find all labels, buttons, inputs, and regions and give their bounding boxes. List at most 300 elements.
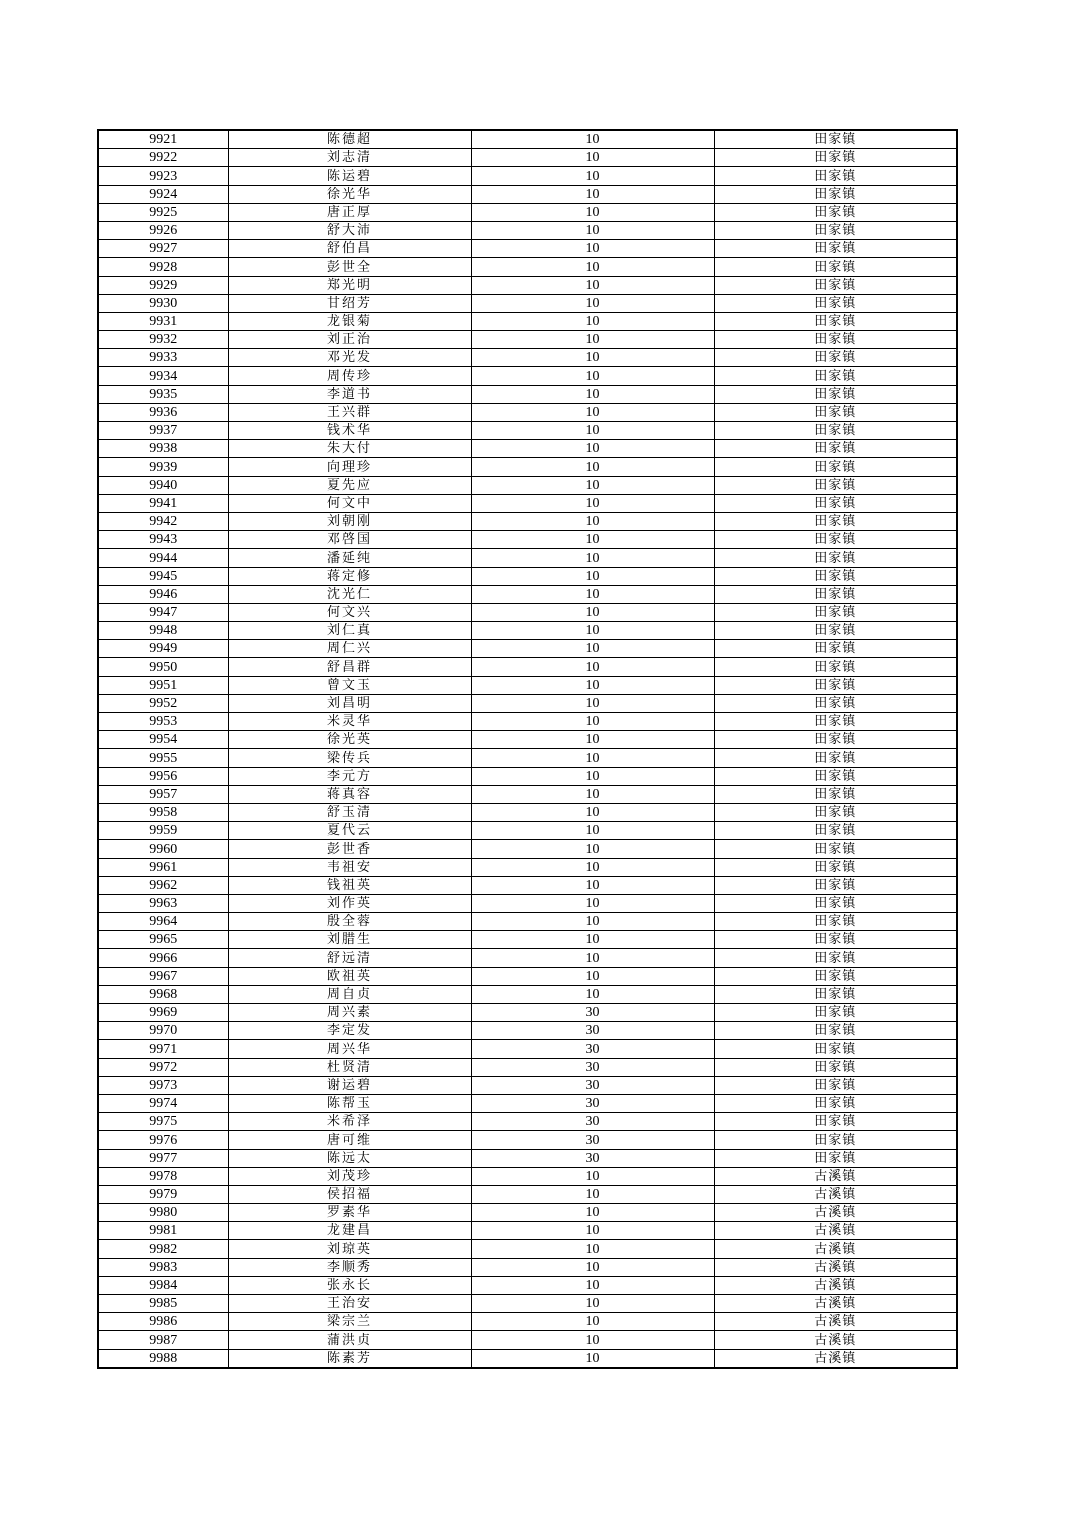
amount-cell: 10 <box>471 403 714 421</box>
table-row <box>98 1313 957 1331</box>
name-cell: 刘昌明 <box>228 694 471 712</box>
name-cell: 彭世香 <box>228 840 471 858</box>
name-cell: 龙建昌 <box>228 1222 471 1240</box>
table-row <box>98 1131 957 1149</box>
town-cell: 田家镇 <box>714 876 957 894</box>
row-number-cell: 9941 <box>98 494 228 512</box>
amount-cell: 10 <box>471 1204 714 1222</box>
amount-cell: 10 <box>471 985 714 1003</box>
amount-cell: 30 <box>471 1058 714 1076</box>
row-number-cell: 9925 <box>98 203 228 221</box>
name-cell: 郑光明 <box>228 276 471 294</box>
amount-cell: 10 <box>471 1331 714 1349</box>
name-cell: 夏先应 <box>228 476 471 494</box>
table-row <box>98 767 957 785</box>
town-cell: 田家镇 <box>714 130 957 149</box>
row-number-cell: 9946 <box>98 585 228 603</box>
town-cell: 田家镇 <box>714 1131 957 1149</box>
row-number-cell: 9978 <box>98 1167 228 1185</box>
row-number-cell: 9974 <box>98 1094 228 1112</box>
town-cell: 田家镇 <box>714 440 957 458</box>
table-row <box>98 1149 957 1167</box>
row-number-cell: 9929 <box>98 276 228 294</box>
town-cell: 古溪镇 <box>714 1313 957 1331</box>
table-row <box>98 676 957 694</box>
table-row <box>98 1295 957 1313</box>
name-cell: 周兴素 <box>228 1004 471 1022</box>
row-number-cell: 9923 <box>98 167 228 185</box>
table-row <box>98 567 957 585</box>
row-number-cell: 9936 <box>98 403 228 421</box>
name-cell: 梁宗兰 <box>228 1313 471 1331</box>
amount-cell: 10 <box>471 1258 714 1276</box>
town-cell: 古溪镇 <box>714 1331 957 1349</box>
name-cell: 陈远太 <box>228 1149 471 1167</box>
table-row <box>98 858 957 876</box>
table-row <box>98 1258 957 1276</box>
amount-cell: 10 <box>471 913 714 931</box>
name-cell: 朱大付 <box>228 440 471 458</box>
amount-cell: 10 <box>471 549 714 567</box>
amount-cell: 10 <box>471 331 714 349</box>
name-cell: 邓啓国 <box>228 531 471 549</box>
town-cell: 田家镇 <box>714 585 957 603</box>
town-cell: 田家镇 <box>714 458 957 476</box>
name-cell: 李元方 <box>228 767 471 785</box>
amount-cell: 10 <box>471 185 714 203</box>
amount-cell: 10 <box>471 1349 714 1368</box>
town-cell: 古溪镇 <box>714 1204 957 1222</box>
amount-cell: 10 <box>471 440 714 458</box>
amount-cell: 10 <box>471 894 714 912</box>
name-cell: 徐光华 <box>228 185 471 203</box>
town-cell: 田家镇 <box>714 858 957 876</box>
table-row <box>98 1276 957 1294</box>
name-cell: 曾文玉 <box>228 676 471 694</box>
amount-cell: 10 <box>471 967 714 985</box>
name-cell: 周仁兴 <box>228 640 471 658</box>
name-cell: 向理珍 <box>228 458 471 476</box>
town-cell: 田家镇 <box>714 785 957 803</box>
name-cell: 唐正厚 <box>228 203 471 221</box>
table-row <box>98 1113 957 1131</box>
amount-cell: 10 <box>471 512 714 530</box>
row-number-cell: 9943 <box>98 531 228 549</box>
row-number-cell: 9977 <box>98 1149 228 1167</box>
town-cell: 田家镇 <box>714 694 957 712</box>
row-number-cell: 9968 <box>98 985 228 1003</box>
row-number-cell: 9953 <box>98 713 228 731</box>
amount-cell: 10 <box>471 567 714 585</box>
table-row <box>98 1004 957 1022</box>
amount-cell: 10 <box>471 258 714 276</box>
table-row <box>98 1040 957 1058</box>
name-cell: 王兴群 <box>228 403 471 421</box>
amount-cell: 10 <box>471 130 714 149</box>
town-cell: 田家镇 <box>714 894 957 912</box>
row-number-cell: 9966 <box>98 949 228 967</box>
amount-cell: 10 <box>471 494 714 512</box>
row-number-cell: 9970 <box>98 1022 228 1040</box>
amount-cell: 10 <box>471 294 714 312</box>
name-cell: 周传珍 <box>228 367 471 385</box>
amount-cell: 10 <box>471 949 714 967</box>
table-row <box>98 221 957 239</box>
amount-cell: 10 <box>471 803 714 821</box>
amount-cell: 10 <box>471 149 714 167</box>
town-cell: 古溪镇 <box>714 1276 957 1294</box>
town-cell: 田家镇 <box>714 749 957 767</box>
table-row <box>98 1167 957 1185</box>
name-cell: 何文兴 <box>228 603 471 621</box>
amount-cell: 30 <box>471 1094 714 1112</box>
table-row <box>98 549 957 567</box>
row-number-cell: 9984 <box>98 1276 228 1294</box>
table-row <box>98 203 957 221</box>
town-cell: 田家镇 <box>714 1094 957 1112</box>
table-row <box>98 240 957 258</box>
table-row <box>98 913 957 931</box>
table-row <box>98 985 957 1003</box>
name-cell: 张永长 <box>228 1276 471 1294</box>
name-cell: 谢运碧 <box>228 1076 471 1094</box>
amount-cell: 10 <box>471 349 714 367</box>
town-cell: 田家镇 <box>714 185 957 203</box>
amount-cell: 10 <box>471 749 714 767</box>
amount-cell: 10 <box>471 694 714 712</box>
table-row <box>98 130 957 149</box>
row-number-cell: 9983 <box>98 1258 228 1276</box>
name-cell: 夏代云 <box>228 822 471 840</box>
row-number-cell: 9947 <box>98 603 228 621</box>
name-cell: 殷全蓉 <box>228 913 471 931</box>
table-row <box>98 403 957 421</box>
name-cell: 陈运碧 <box>228 167 471 185</box>
name-cell: 米灵华 <box>228 713 471 731</box>
name-cell: 刘仁真 <box>228 622 471 640</box>
name-cell: 钱术华 <box>228 422 471 440</box>
table-row <box>98 1222 957 1240</box>
table-row <box>98 1094 957 1112</box>
row-number-cell: 9959 <box>98 822 228 840</box>
name-cell: 周自贞 <box>228 985 471 1003</box>
name-cell: 李顺秀 <box>228 1258 471 1276</box>
town-cell: 田家镇 <box>714 494 957 512</box>
town-cell: 田家镇 <box>714 349 957 367</box>
town-cell: 田家镇 <box>714 949 957 967</box>
name-cell: 潘延纯 <box>228 549 471 567</box>
amount-cell: 10 <box>471 385 714 403</box>
table-row <box>98 512 957 530</box>
town-cell: 田家镇 <box>714 149 957 167</box>
name-cell: 舒玉清 <box>228 803 471 821</box>
town-cell: 田家镇 <box>714 221 957 239</box>
amount-cell: 10 <box>471 840 714 858</box>
row-number-cell: 9931 <box>98 312 228 330</box>
row-number-cell: 9927 <box>98 240 228 258</box>
row-number-cell: 9940 <box>98 476 228 494</box>
amount-cell: 10 <box>471 1295 714 1313</box>
amount-cell: 10 <box>471 585 714 603</box>
row-number-cell: 9962 <box>98 876 228 894</box>
town-cell: 田家镇 <box>714 1004 957 1022</box>
name-cell: 刘志清 <box>228 149 471 167</box>
row-number-cell: 9979 <box>98 1185 228 1203</box>
row-number-cell: 9967 <box>98 967 228 985</box>
row-number-cell: 9951 <box>98 676 228 694</box>
town-cell: 田家镇 <box>714 1040 957 1058</box>
name-cell: 李道书 <box>228 385 471 403</box>
name-cell: 欧祖英 <box>228 967 471 985</box>
amount-cell: 10 <box>471 622 714 640</box>
row-number-cell: 9939 <box>98 458 228 476</box>
row-number-cell: 9976 <box>98 1131 228 1149</box>
table-row <box>98 1076 957 1094</box>
table-row <box>98 494 957 512</box>
table-row <box>98 876 957 894</box>
town-cell: 田家镇 <box>714 312 957 330</box>
table-row <box>98 585 957 603</box>
amount-cell: 30 <box>471 1040 714 1058</box>
row-number-cell: 9952 <box>98 694 228 712</box>
table-row <box>98 894 957 912</box>
town-cell: 古溪镇 <box>714 1167 957 1185</box>
name-cell: 甘绍芳 <box>228 294 471 312</box>
row-number-cell: 9934 <box>98 367 228 385</box>
town-cell: 田家镇 <box>714 276 957 294</box>
name-cell: 徐光英 <box>228 731 471 749</box>
amount-cell: 10 <box>471 713 714 731</box>
row-number-cell: 9971 <box>98 1040 228 1058</box>
name-cell: 舒伯昌 <box>228 240 471 258</box>
town-cell: 田家镇 <box>714 713 957 731</box>
amount-cell: 30 <box>471 1004 714 1022</box>
amount-cell: 10 <box>471 785 714 803</box>
name-cell: 彭世全 <box>228 258 471 276</box>
row-number-cell: 9926 <box>98 221 228 239</box>
town-cell: 田家镇 <box>714 731 957 749</box>
table-body <box>98 130 957 1368</box>
table-row <box>98 785 957 803</box>
amount-cell: 10 <box>471 221 714 239</box>
table-row <box>98 803 957 821</box>
town-cell: 田家镇 <box>714 331 957 349</box>
table-row <box>98 294 957 312</box>
town-cell: 田家镇 <box>714 385 957 403</box>
row-number-cell: 9958 <box>98 803 228 821</box>
name-cell: 杜贤清 <box>228 1058 471 1076</box>
town-cell: 田家镇 <box>714 567 957 585</box>
name-cell: 邓光发 <box>228 349 471 367</box>
town-cell: 田家镇 <box>714 1058 957 1076</box>
amount-cell: 30 <box>471 1113 714 1131</box>
name-cell: 蒋定修 <box>228 567 471 585</box>
row-number-cell: 9986 <box>98 1313 228 1331</box>
name-cell: 韦祖安 <box>228 858 471 876</box>
row-number-cell: 9950 <box>98 658 228 676</box>
amount-cell: 10 <box>471 1240 714 1258</box>
table-row <box>98 822 957 840</box>
town-cell: 田家镇 <box>714 603 957 621</box>
amount-cell: 10 <box>471 167 714 185</box>
name-cell: 陈德超 <box>228 130 471 149</box>
name-cell: 何文中 <box>228 494 471 512</box>
table-row <box>98 1022 957 1040</box>
amount-cell: 10 <box>471 640 714 658</box>
row-number-cell: 9938 <box>98 440 228 458</box>
amount-cell: 10 <box>471 603 714 621</box>
town-cell: 田家镇 <box>714 640 957 658</box>
table-row <box>98 967 957 985</box>
town-cell: 田家镇 <box>714 803 957 821</box>
table-row <box>98 1331 957 1349</box>
amount-cell: 10 <box>471 658 714 676</box>
town-cell: 田家镇 <box>714 1113 957 1131</box>
row-number-cell: 9960 <box>98 840 228 858</box>
amount-cell: 10 <box>471 931 714 949</box>
town-cell: 田家镇 <box>714 403 957 421</box>
town-cell: 田家镇 <box>714 422 957 440</box>
town-cell: 古溪镇 <box>714 1222 957 1240</box>
name-cell: 刘琼英 <box>228 1240 471 1258</box>
row-number-cell: 9980 <box>98 1204 228 1222</box>
table-row <box>98 622 957 640</box>
row-number-cell: 9973 <box>98 1076 228 1094</box>
row-number-cell: 9981 <box>98 1222 228 1240</box>
table-row <box>98 949 957 967</box>
amount-cell: 30 <box>471 1131 714 1149</box>
row-number-cell: 9949 <box>98 640 228 658</box>
table-row <box>98 1349 957 1368</box>
name-cell: 侯招福 <box>228 1185 471 1203</box>
town-cell: 田家镇 <box>714 676 957 694</box>
amount-cell: 10 <box>471 1185 714 1203</box>
row-number-cell: 9957 <box>98 785 228 803</box>
row-number-cell: 9922 <box>98 149 228 167</box>
row-number-cell: 9948 <box>98 622 228 640</box>
amount-cell: 10 <box>471 731 714 749</box>
data-table <box>97 129 958 1369</box>
name-cell: 刘作英 <box>228 894 471 912</box>
row-number-cell: 9988 <box>98 1349 228 1368</box>
amount-cell: 10 <box>471 312 714 330</box>
amount-cell: 10 <box>471 203 714 221</box>
row-number-cell: 9963 <box>98 894 228 912</box>
name-cell: 米希泽 <box>228 1113 471 1131</box>
table-row <box>98 476 957 494</box>
town-cell: 田家镇 <box>714 1076 957 1094</box>
town-cell: 田家镇 <box>714 167 957 185</box>
table-row <box>98 385 957 403</box>
table-row <box>98 640 957 658</box>
name-cell: 梁传兵 <box>228 749 471 767</box>
row-number-cell: 9924 <box>98 185 228 203</box>
town-cell: 田家镇 <box>714 1022 957 1040</box>
town-cell: 古溪镇 <box>714 1240 957 1258</box>
row-number-cell: 9942 <box>98 512 228 530</box>
town-cell: 古溪镇 <box>714 1185 957 1203</box>
town-cell: 田家镇 <box>714 913 957 931</box>
table-row <box>98 367 957 385</box>
row-number-cell: 9937 <box>98 422 228 440</box>
amount-cell: 30 <box>471 1022 714 1040</box>
name-cell: 陈素芳 <box>228 1349 471 1368</box>
amount-cell: 10 <box>471 476 714 494</box>
amount-cell: 10 <box>471 1276 714 1294</box>
amount-cell: 30 <box>471 1076 714 1094</box>
name-cell: 罗素华 <box>228 1204 471 1222</box>
amount-cell: 10 <box>471 822 714 840</box>
amount-cell: 10 <box>471 676 714 694</box>
name-cell: 刘腊生 <box>228 931 471 949</box>
name-cell: 刘正治 <box>228 331 471 349</box>
town-cell: 田家镇 <box>714 203 957 221</box>
table-row <box>98 731 957 749</box>
name-cell: 舒远清 <box>228 949 471 967</box>
name-cell: 陈帮玉 <box>228 1094 471 1112</box>
town-cell: 田家镇 <box>714 367 957 385</box>
row-number-cell: 9933 <box>98 349 228 367</box>
table-row <box>98 749 957 767</box>
row-number-cell: 9982 <box>98 1240 228 1258</box>
name-cell: 舒大沛 <box>228 221 471 239</box>
name-cell: 刘朝刚 <box>228 512 471 530</box>
amount-cell: 10 <box>471 876 714 894</box>
table-row <box>98 1185 957 1203</box>
table-row <box>98 1240 957 1258</box>
town-cell: 田家镇 <box>714 1149 957 1167</box>
row-number-cell: 9965 <box>98 931 228 949</box>
row-number-cell: 9956 <box>98 767 228 785</box>
name-cell: 舒昌群 <box>228 658 471 676</box>
amount-cell: 10 <box>471 458 714 476</box>
amount-cell: 10 <box>471 1167 714 1185</box>
table-row <box>98 440 957 458</box>
town-cell: 田家镇 <box>714 822 957 840</box>
name-cell: 沈光仁 <box>228 585 471 603</box>
table-row <box>98 1204 957 1222</box>
row-number-cell: 9921 <box>98 130 228 149</box>
table-row <box>98 531 957 549</box>
table-row <box>98 331 957 349</box>
town-cell: 古溪镇 <box>714 1349 957 1368</box>
town-cell: 田家镇 <box>714 476 957 494</box>
row-number-cell: 9955 <box>98 749 228 767</box>
name-cell: 周兴华 <box>228 1040 471 1058</box>
row-number-cell: 9975 <box>98 1113 228 1131</box>
row-number-cell: 9930 <box>98 294 228 312</box>
town-cell: 田家镇 <box>714 967 957 985</box>
table-row <box>98 713 957 731</box>
amount-cell: 10 <box>471 422 714 440</box>
town-cell: 田家镇 <box>714 512 957 530</box>
amount-cell: 30 <box>471 1149 714 1167</box>
town-cell: 田家镇 <box>714 531 957 549</box>
table-row <box>98 312 957 330</box>
table-row <box>98 658 957 676</box>
table-row <box>98 422 957 440</box>
table-row <box>98 149 957 167</box>
name-cell: 刘茂珍 <box>228 1167 471 1185</box>
amount-cell: 10 <box>471 367 714 385</box>
row-number-cell: 9969 <box>98 1004 228 1022</box>
row-number-cell: 9972 <box>98 1058 228 1076</box>
town-cell: 田家镇 <box>714 622 957 640</box>
row-number-cell: 9928 <box>98 258 228 276</box>
row-number-cell: 9961 <box>98 858 228 876</box>
town-cell: 田家镇 <box>714 549 957 567</box>
town-cell: 田家镇 <box>714 658 957 676</box>
